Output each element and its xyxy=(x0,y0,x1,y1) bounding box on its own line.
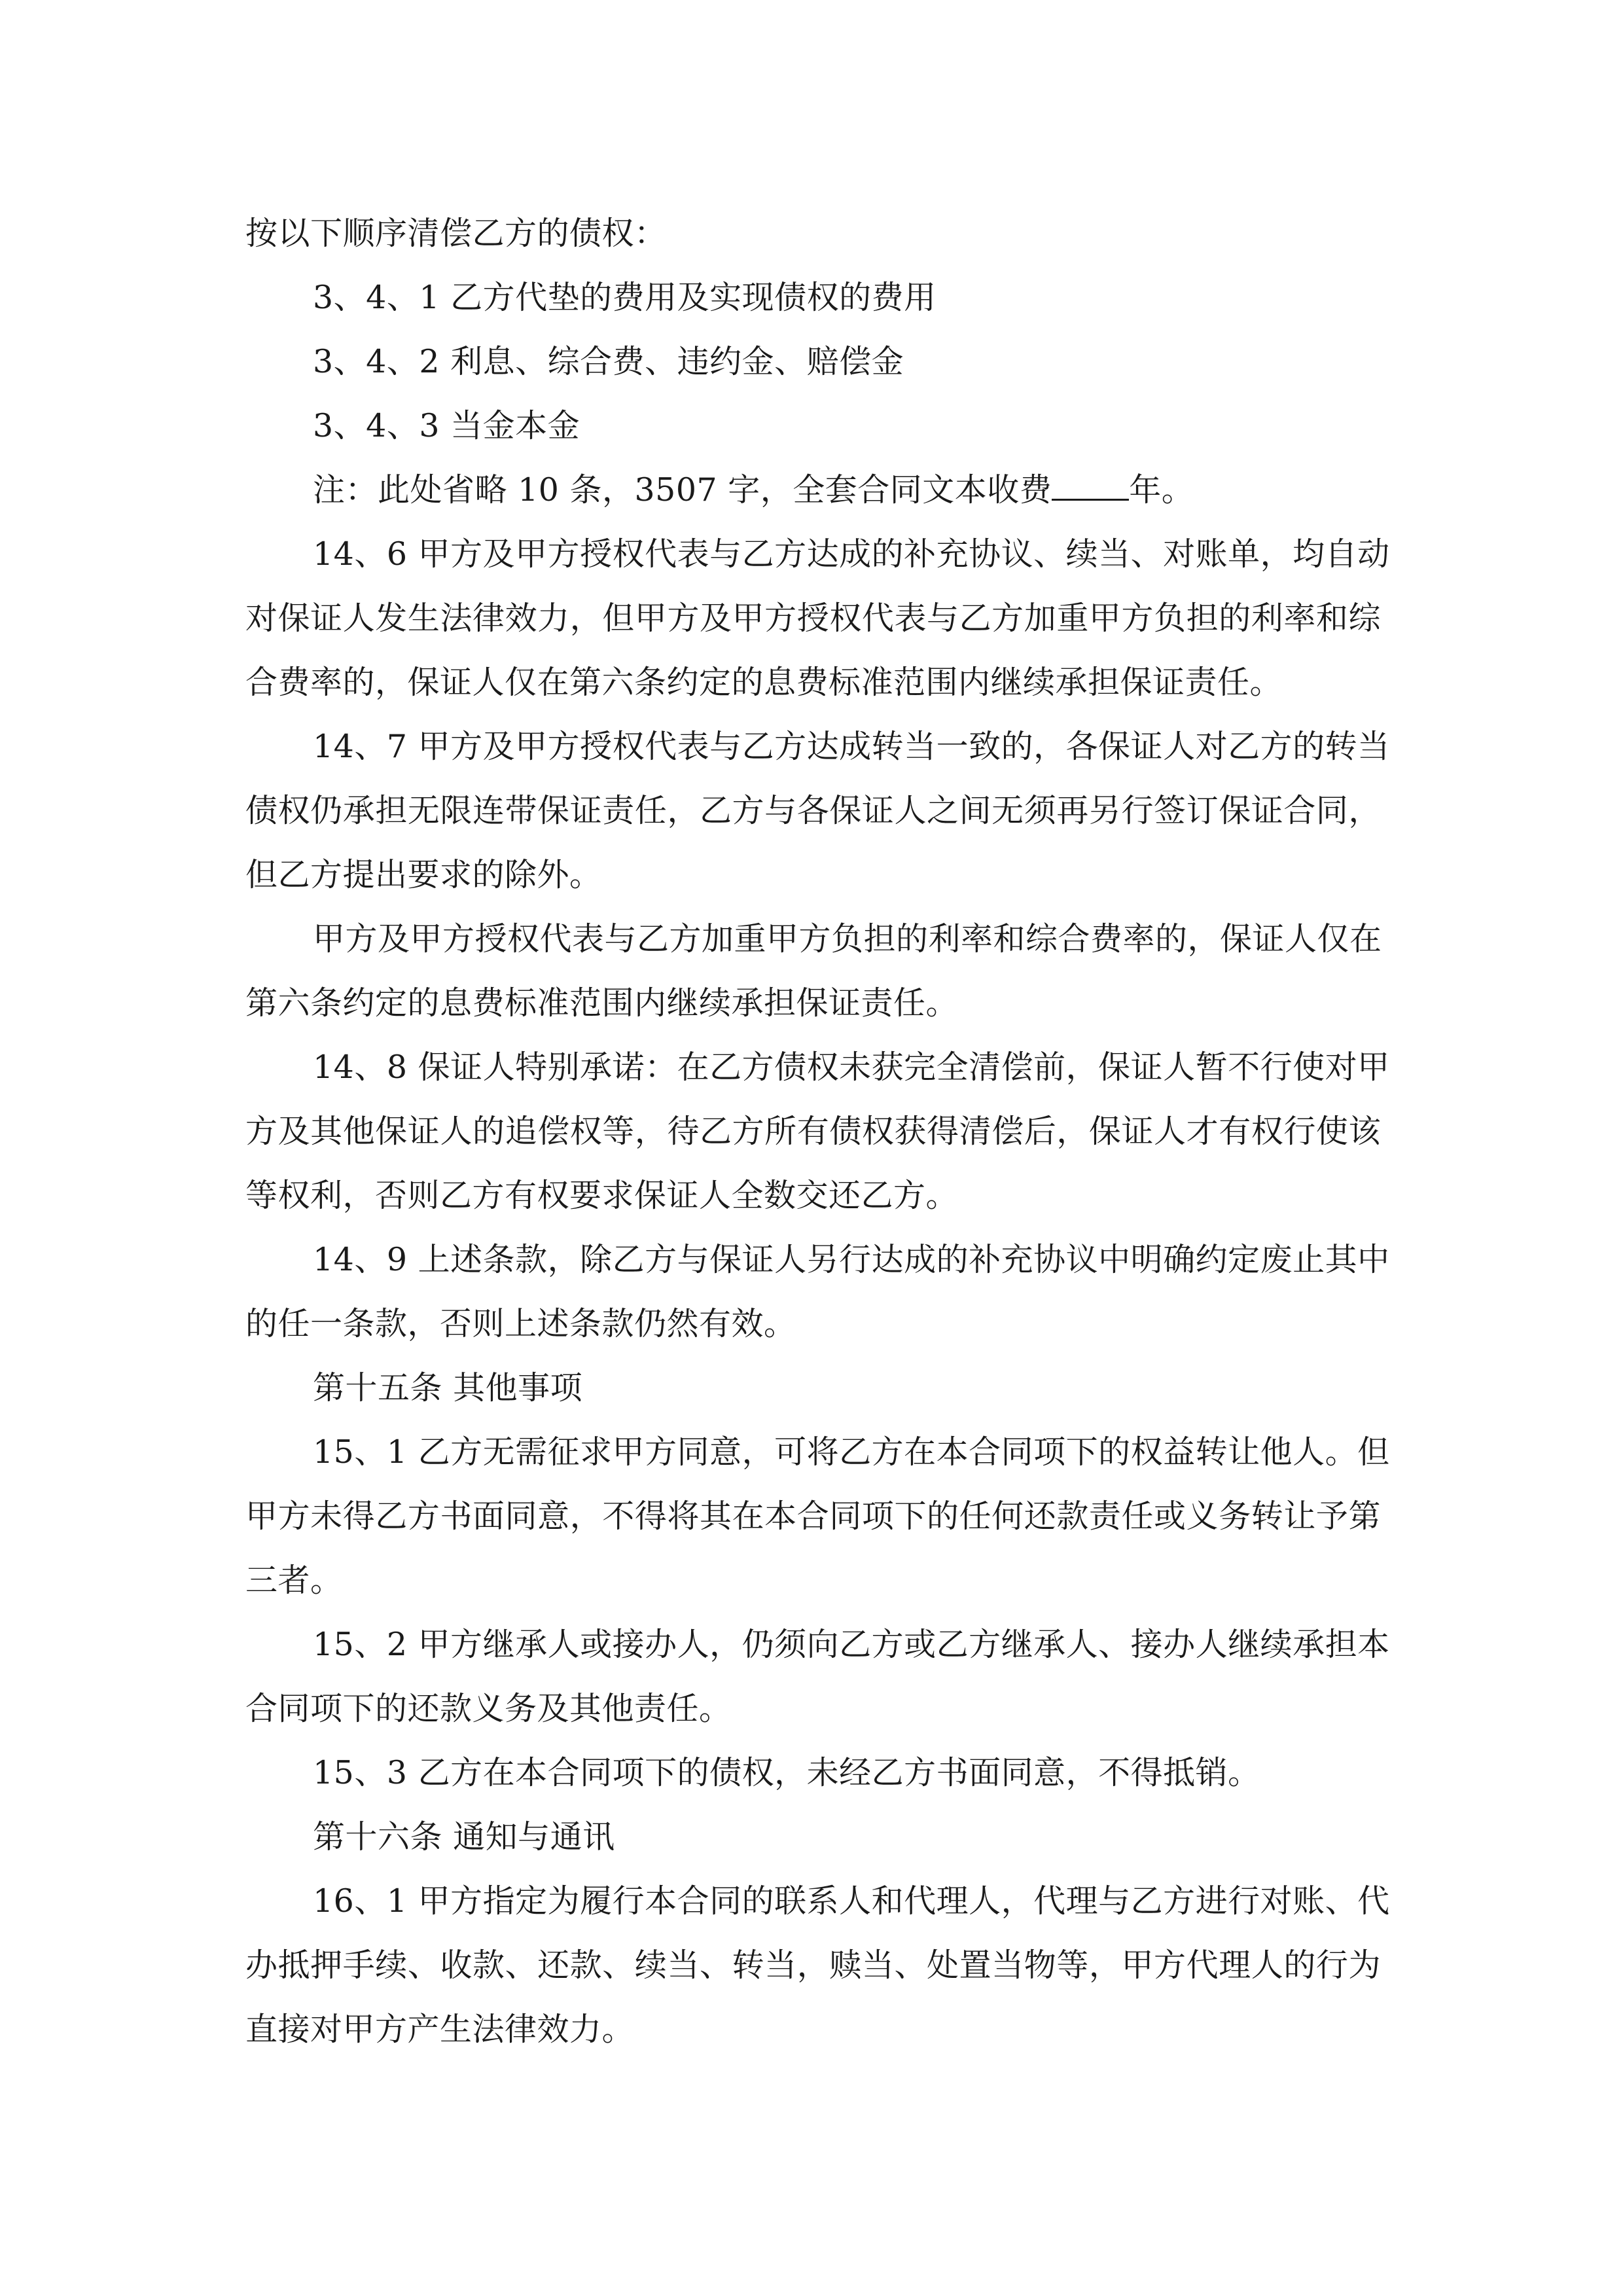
paragraph-line: 合同项下的还款义务及其他责任。 xyxy=(245,1690,732,1727)
paragraph-line: 15、1 乙方无需征求甲方同意，可将乙方在本合同项下的权益转让他人。但 xyxy=(313,1433,1390,1471)
section-heading: 第十六条 通知与通讯 xyxy=(313,1818,615,1856)
paragraph-line: 14、6 甲方及甲方授权代表与乙方达成的补充协议、续当、对账单，均自动 xyxy=(313,535,1390,573)
paragraph-line: 14、7 甲方及甲方授权代表与乙方达成转当一致的，各保证人对乙方的转当 xyxy=(313,728,1390,765)
paragraph-line: 15、3 乙方在本合同项下的债权，未经乙方书面同意，不得抵销。 xyxy=(313,1754,1260,1791)
document-page xyxy=(245,202,1390,2062)
paragraph-line: 三者。 xyxy=(245,1562,343,1599)
paragraph-line: 14、8 保证人特别承诺：在乙方债权未获完全清偿前，保证人暂不行使对甲 xyxy=(313,1049,1390,1086)
paragraph-line: 按以下顺序清偿乙方的债权： xyxy=(245,215,667,252)
paragraph-line: 第六条约定的息费标准范围内继续承担保证责任。 xyxy=(245,984,959,1022)
paragraph-line: 3、4、3 当金本金 xyxy=(313,407,580,444)
fill-blank xyxy=(1052,470,1129,501)
paragraph-line: 办抵押手续、收款、还款、续当、转当，赎当、处置当物等，甲方代理人的行为 xyxy=(245,1946,1381,1984)
note-line xyxy=(245,458,1381,522)
note-text: 注：此处省略 10 条，3507 字，全套合同文本收费 xyxy=(313,471,1052,509)
paragraph-line: 等权利，否则乙方有权要求保证人全数交还乙方。 xyxy=(245,1177,959,1214)
paragraph-line: 16、1 甲方指定为履行本合同的联系人和代理人，代理与乙方进行对账、代 xyxy=(313,1882,1390,1920)
note-suffix: 年。 xyxy=(1129,471,1194,509)
paragraph-line: 直接对甲方产生法律效力。 xyxy=(245,2011,635,2048)
paragraph-line: 15、2 甲方继承人或接办人，仍须向乙方或乙方继承人、接办人继续承担本 xyxy=(313,1626,1390,1663)
paragraph-line: 合费率的，保证人仅在第六条约定的息费标准范围内继续承担保证责任。 xyxy=(245,664,1283,701)
paragraph-line: 但乙方提出要求的除外。 xyxy=(245,856,602,893)
paragraph-line: 3、4、1 乙方代垫的费用及实现债权的费用 xyxy=(313,279,936,316)
paragraph-line: 的任一条款，否则上述条款仍然有效。 xyxy=(245,1305,796,1342)
paragraph-line: 对保证人发生法律效力，但甲方及甲方授权代表与乙方加重甲方负担的利率和综 xyxy=(245,600,1381,637)
paragraph-line: 甲方及甲方授权代表与乙方加重甲方负担的利率和综合费率的，保证人仅在 xyxy=(313,920,1382,958)
paragraph-line: 14、9 上述条款，除乙方与保证人另行达成的补充协议中明确约定废止其中 xyxy=(313,1241,1390,1278)
paragraph-line: 甲方未得乙方书面同意，不得将其在本合同项下的任何还款责任或义务转让予第 xyxy=(245,1498,1381,1535)
paragraph-line: 3、4、2 利息、综合费、违约金、赔偿金 xyxy=(313,343,904,380)
paragraph-line: 方及其他保证人的追偿权等，待乙方所有债权获得清偿后，保证人才有权行使该 xyxy=(245,1113,1381,1150)
paragraph-line: 债权仍承担无限连带保证责任，乙方与各保证人之间无须再另行签订保证合同， xyxy=(245,792,1381,829)
section-heading: 第十五条 其他事项 xyxy=(313,1369,583,1407)
